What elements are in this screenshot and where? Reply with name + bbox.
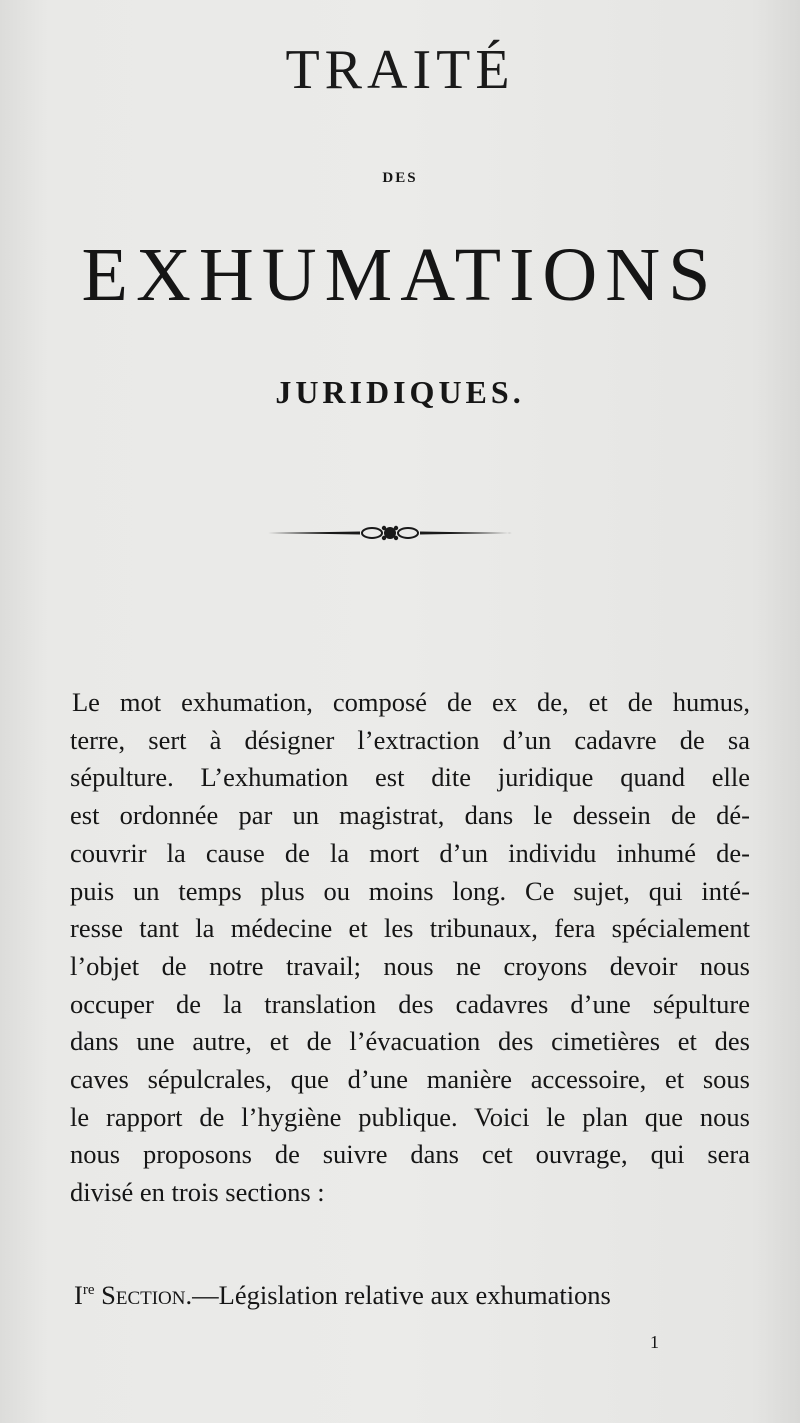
- paragraph-line: puis un temps plus ou moins long. Ce sujet, qui inté-: [70, 875, 750, 906]
- section-superscript: re: [82, 1282, 95, 1298]
- paragraph-line: occuper de la translation des cadavres d’une sépulture: [70, 988, 750, 1019]
- paragraph-line: dans une autre, et de l’évacuation des cimetières et des: [70, 1026, 750, 1057]
- title-traite: TRAITÉ: [285, 39, 515, 101]
- body-paragraph: [70, 684, 750, 1212]
- paragraph-line: terre, sert à désigner l’extraction d’un cadavre de sa: [70, 724, 750, 755]
- paragraph-line: resse tant la médecine et les tribunaux, fera spécialement: [70, 913, 750, 944]
- section-label: Section.: [101, 1280, 193, 1310]
- paragraph-line: nous proposons de suivre dans cet ouvrage, qui sera: [70, 1139, 750, 1170]
- title-juridiques: JURIDIQUES.: [275, 374, 525, 410]
- paragraph-line: caves sépulcrales, que d’une manière accessoire, et sous: [70, 1064, 750, 1095]
- section-number: I: [74, 1280, 83, 1310]
- paragraph-line: le rapport de l’hygiène publique. Voici le plan que nous: [70, 1101, 750, 1132]
- section-text: —Législation relative aux exhumations: [192, 1280, 611, 1310]
- title-exhumations: EXHUMATIONS: [81, 233, 719, 317]
- paragraph-line: sépulture. L’exhumation est dite juridique quand elle: [70, 762, 750, 793]
- paragraph-line: divisé en trois sections :: [70, 1177, 325, 1208]
- paragraph-line: l’objet de notre travail; nous ne croyons devoir nous: [70, 950, 750, 981]
- paragraph-line: est ordonnée par un magistrat, dans le dessein de dé-: [70, 800, 750, 831]
- paragraph-line: couvrir la cause de la mort d’un individu inhumé de-: [70, 837, 750, 868]
- section-heading: [74, 1280, 754, 1311]
- title-des: DES: [382, 170, 418, 186]
- page-number: 1: [650, 1332, 659, 1352]
- paragraph-line: Le mot exhumation, composé de ex de, et de humus,: [72, 687, 750, 717]
- decorative-rule-icon: [268, 522, 512, 544]
